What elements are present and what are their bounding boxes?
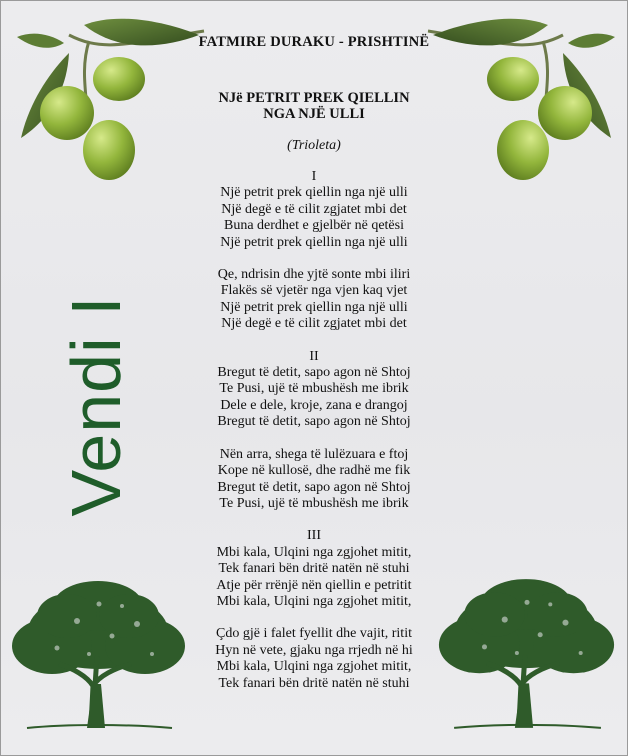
verse-line: Te Pusi, ujë të mbushësh me ibrik (219, 495, 409, 511)
verse-line: Mbi kala, Ulqini nga zgjohet mitit, (216, 593, 412, 609)
stanza (1, 447, 627, 513)
verse-line: Mbi kala, Ulqini nga zgjohet mitit, (216, 659, 412, 675)
verse-line: Çdo gjë i falet fyellit dhe vajit, ritit (216, 626, 412, 642)
verse-line: Hyn në vete, gjaku nga rrjedh në hi (215, 642, 413, 658)
vertical-title: Vendi I (57, 295, 135, 517)
author-name: FATMIRE DURAKU - PRISHTINË (198, 34, 430, 50)
section-numeral: II (309, 348, 319, 364)
verse-line: Buna derdhet e gjelbër në qetësi (224, 218, 404, 234)
section-numeral: III (307, 528, 321, 544)
verse-line: Bregut të detit, sapo agon në Shtoj (217, 365, 411, 381)
verse-line: Te Pusi, ujë të mbushësh me ibrik (219, 381, 409, 397)
poem-title-line: NGA NJË ULLI (263, 106, 365, 122)
verse-line: Mbi kala, Ulqini nga zgjohet mitit, (216, 544, 412, 560)
verse-line: Tek fanari bën dritë natën në stuhi (218, 561, 410, 577)
verse-line: Dele e dele, kroje, zana e drangoj (220, 397, 408, 413)
stanza (1, 185, 627, 251)
verse-line: Një petrit prek qiellin nga një ulli (220, 185, 408, 201)
poem-subtitle: (Trioleta) (287, 138, 341, 153)
verse-line: Një degë e të cilit zgjatet mbi det (221, 201, 407, 217)
verse-line: Një petrit prek qiellin nga një ulli (220, 299, 408, 315)
verse-line: Qe, ndrisin dhe yjtë sonte mbi iliri (217, 267, 411, 283)
section-numeral: I (311, 169, 317, 184)
verse-line: Kope në kullosë, dhe radhë me fik (217, 463, 411, 479)
verse-line: Atje për rrënjë nën qiellin e petritit (216, 577, 412, 593)
poem-section (1, 349, 627, 513)
verse-line: Flakës së vjetër nga vjen kaq vjet (220, 283, 408, 299)
stanza (1, 267, 627, 333)
poem-section (1, 169, 627, 333)
verse-line: Një petrit prek qiellin nga një ulli (220, 234, 408, 250)
verse-line: Tek fanari bën dritë natën në stuhi (218, 675, 410, 691)
verse-line: Një degë e të cilit zgjatet mbi det (221, 316, 407, 332)
verse-line: Nën arra, shega të lulëzuara e ftoj (219, 446, 409, 462)
poem-title-line: NJë PETRIT PREK QIELLIN (218, 90, 410, 106)
poem-title (1, 90, 627, 122)
verse-line: Bregut të detit, sapo agon në Shtoj (217, 479, 411, 495)
verse-line: Bregut të detit, sapo agon në Shtoj (217, 414, 411, 430)
olive-tree-right-image (433, 574, 619, 736)
stanza (1, 365, 627, 431)
olive-tree-left-image (7, 576, 189, 736)
